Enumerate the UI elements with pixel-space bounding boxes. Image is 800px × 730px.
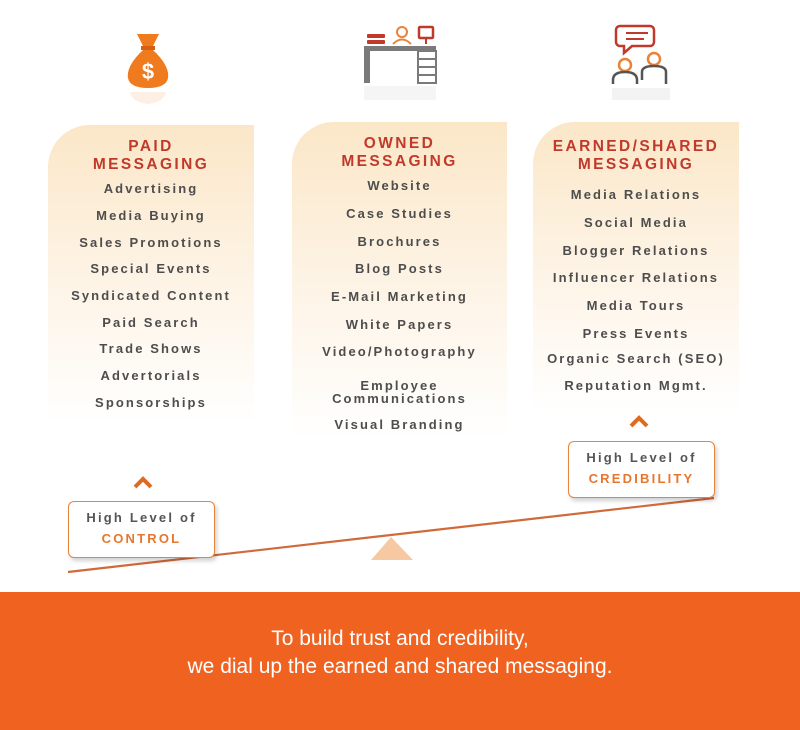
list-item: Visual Branding <box>334 417 465 432</box>
people-chat-icon <box>608 22 674 106</box>
list-item: Media Buying <box>96 208 206 223</box>
list-item: Influencer Relations <box>552 270 720 285</box>
control-callout <box>68 501 215 558</box>
list-item: Social Media <box>584 215 688 230</box>
banner-line-1: To build trust and credibility, <box>271 627 529 650</box>
callout-label: High Level of <box>86 510 197 525</box>
chevron-up-icon <box>628 413 650 429</box>
owned-messaging-column <box>292 122 507 440</box>
fulcrum-icon <box>371 537 413 560</box>
list-item: Advertising <box>103 181 199 196</box>
conclusion-banner <box>0 592 800 730</box>
list-item: Syndicated Content <box>71 288 231 303</box>
list-item: Advertorials <box>100 368 202 383</box>
column-title: PAID MESSAGING <box>92 138 210 173</box>
list-item: Employee Communications <box>332 378 467 406</box>
list-item: E-Mail Marketing <box>331 289 468 304</box>
list-item: Paid Search <box>102 315 200 330</box>
list-item: Sales Promotions <box>79 235 223 250</box>
list-item: Website <box>367 178 432 193</box>
list-item: Video/Photography <box>322 344 477 359</box>
list-item: Blog Posts <box>355 261 444 276</box>
list-item: Special Events <box>90 261 212 276</box>
banner-line-2: we dial up the earned and shared messaging. <box>187 655 613 678</box>
callout-value: CONTROL <box>101 531 182 546</box>
column-title: EARNED/SHARED MESSAGING <box>552 138 720 173</box>
callout-label: High Level of <box>586 450 697 465</box>
svg-text:$: $ <box>141 59 155 84</box>
earned-shared-messaging-column <box>533 122 739 412</box>
chevron-up-icon <box>132 474 154 490</box>
list-item: Trade Shows <box>99 341 203 356</box>
list-item: Reputation Mgmt. <box>564 378 708 393</box>
money-bag-icon <box>120 30 176 106</box>
column-title: OWNED MESSAGING <box>341 135 458 170</box>
desk-icon <box>362 24 442 106</box>
callout-value: CREDIBILITY <box>588 471 695 486</box>
list-item: Press Events <box>582 326 690 341</box>
list-item: Sponsorships <box>95 395 207 410</box>
credibility-callout <box>568 441 715 498</box>
list-item: Case Studies <box>346 206 453 221</box>
list-item: Media Relations <box>570 187 702 202</box>
paid-messaging-column <box>48 125 254 425</box>
list-item: Blogger Relations <box>562 243 710 258</box>
list-item: Media Tours <box>586 298 686 313</box>
list-item: Organic Search (SEO) <box>547 351 725 366</box>
list-item: White Papers <box>345 317 454 332</box>
list-item: Brochures <box>357 234 442 249</box>
